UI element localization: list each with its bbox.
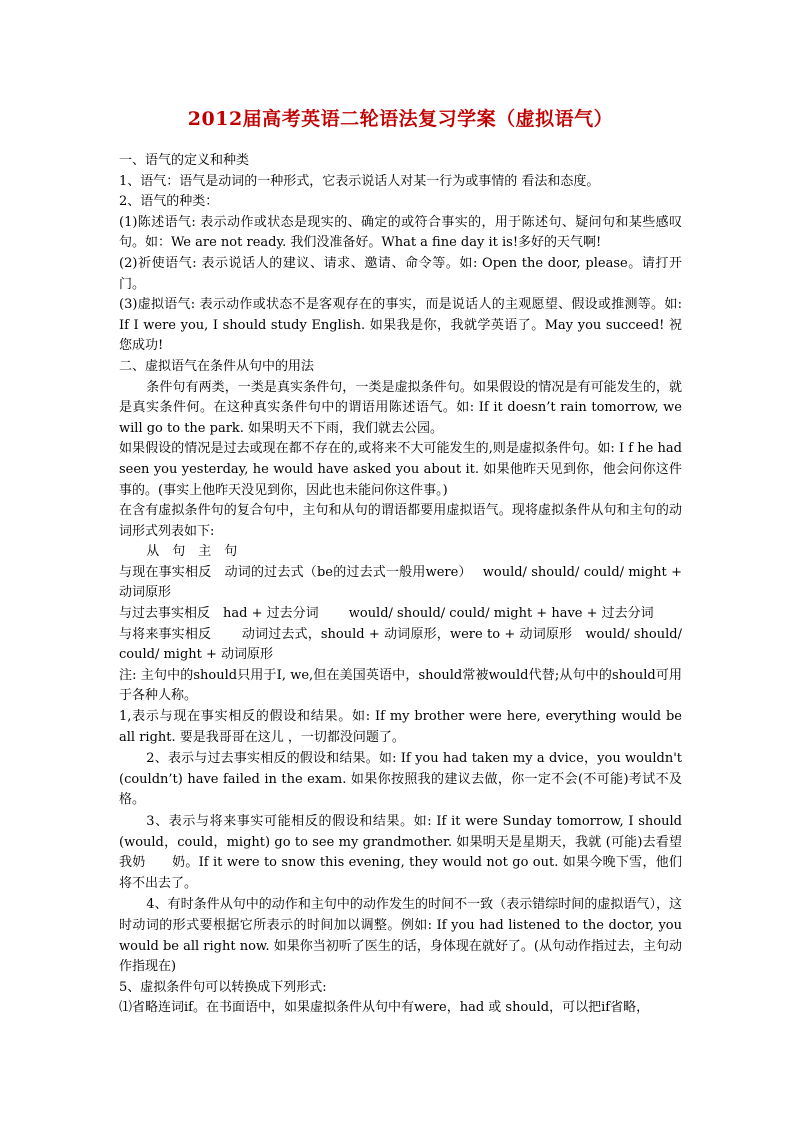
paragraph-imperative: (2)祈使语气: 表示说话人的建议、请求、邀请、命令等。如: Open the door, please。请打开门。 <box>119 255 682 292</box>
paragraph-table-intro: 在含有虚拟条件句的复合句中，主句和从句的谓语都要用虚拟语气。现将虚拟条件从句和主句的动词形式列表如下: <box>119 503 682 539</box>
paragraph-point-1: 1,表示与现在事实相反的假设和结果。如: If my brother were here, everything would be all right. 要是我哥哥在这儿 ，一切都没问题了。 <box>119 709 682 745</box>
paragraph-point-3: 3、表示与将来事实可能相反的假设和结果。如: If it were Sunday tomorrow, I should (would，could，might) go to see my grandmother. 如果明天是星期天，我就 (可能)去看望我奶 奶。If it were to snow this evening, they would not go out. 如果今晚下雪，他们将不出去了。 <box>119 814 682 891</box>
paragraph-note: 注: 主句中的should只用于I, we,但在美国英语中，should常被would代替;从句中的should可用于各种人称。 <box>119 667 682 704</box>
table-row-present: 与现在事实相反 动词的过去式（be的过去式一般用were） would/ should/ could/ might + 动词原形 <box>119 564 682 601</box>
section-heading-2: 二、虚拟语气在条件从句中的用法 <box>119 358 315 374</box>
paragraph-indicative: (1)陈述语气: 表示动作或状态是现实的、确定的或符合事实的，用于陈述句、疑问句和某些感叹句。如：We are not ready. 我们没准备好。What a fine day it is!多好的天气啊! <box>119 214 682 251</box>
table-row-past: 与过去事实相反 had + 过去分词 would/ should/ could/ might + have + 过去分词 <box>119 606 654 622</box>
paragraph-point-5: 5、虚拟条件句可以转换成下列形式: <box>119 979 327 995</box>
section-heading-1: 一、语气的定义和种类 <box>119 153 250 168</box>
paragraph-omit-if: ⑴省略连词if。在书面语中，如果虚拟条件从句中有were，had 或 should，可以把if省略， <box>119 1000 650 1016</box>
table-header: 从 句 主 句 <box>146 544 238 560</box>
paragraph-conditional-types: 条件句有两类，一类是真实条件句，一类是虚拟条件句。如果假设的情况是有可能发生的，就是真实条件何。在这种真实条件句中的谓语用陈述语气。如: If it doesn’t rain tomorrow, we will go to the park. 如果明天不下雨，我们就去公园。 <box>119 379 682 436</box>
paragraph-types-heading: 2、语气的种类： <box>119 194 219 210</box>
paragraph-point-2: 2、表示与过去事实相反的假设和结果。如: If you had taken my a dvice，you wouldn't (couldn’t) have failed in the exam. 如果你按照我的建议去做，你一定不会(不可能)考试不及格。 <box>119 751 682 808</box>
paragraph-unreal-conditional: 如果假设的情况是过去或现在都不存在的,或将来不大可能发生的,则是虚拟条件句。如: I f he had seen you yesterday, he would have asked you about it. 如果他昨天见到你，他会问你这件事的。(事实上他昨天没见到你，因此也未能问你这件事。) <box>119 441 682 498</box>
paragraph-point-4: 4、有时条件从句中的动作和主句中的动作发生的时间不一致（表示错综时间的虚拟语气），这时动词的形式要根据它所表示的时间加以调整。例如: If you had listened to the doctor, you would be all right now. 如果你当初听了医生的话，身体现在就好了。(从句动作指过去，主句动作指现在) <box>119 897 682 975</box>
table-row-future: 与将来事实相反 动词过去式，should + 动词原形，were to + 动词原形 would/ should/ could/ might + 动词原形 <box>119 626 682 663</box>
paragraph-definition: 1、语气：语气是动词的一种形式，它表示说话人对某一行为或事情的 看法和态度。 <box>119 173 600 189</box>
paragraph-subjunctive: (3)虚拟语气: 表示动作或状态不是客观存在的事实，而是说话人的主观愿望、假设或推测等。如: If I were you, I should study English. 如果我是你，我就学英语了。May you succeed! 祝您成功! <box>119 297 682 354</box>
document-title: 2012届高考英语二轮语法复习学案（虚拟语气） <box>187 108 614 130</box>
